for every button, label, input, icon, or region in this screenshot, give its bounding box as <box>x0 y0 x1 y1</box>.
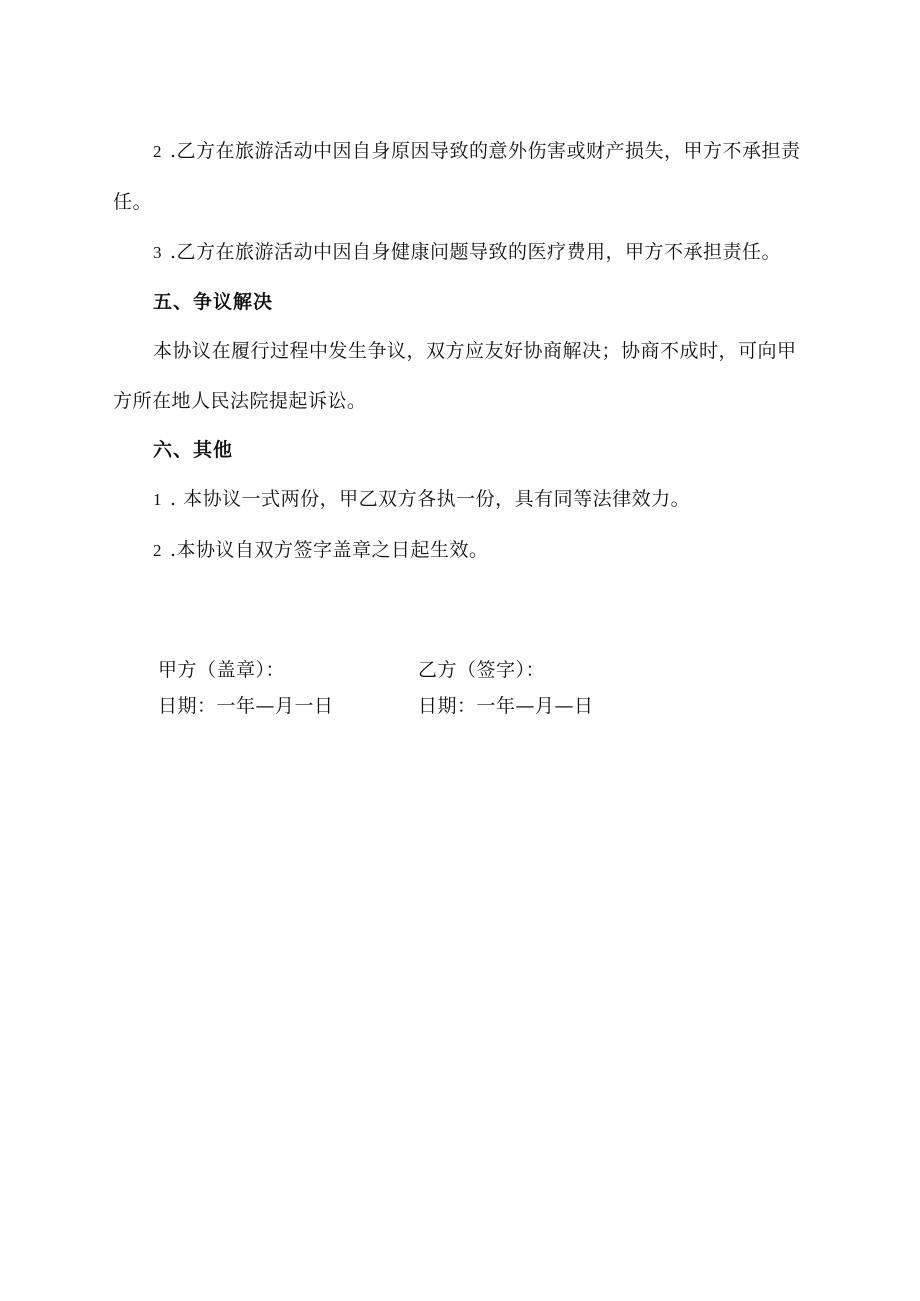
item-text: .本协议自双方签字盖章之日起生效。 <box>170 539 489 561</box>
other-item-1 <box>113 474 813 525</box>
clause-2 <box>113 126 813 227</box>
clause-number: 3 <box>153 243 162 262</box>
section-heading-dispute: 五、争议解决 <box>153 291 274 313</box>
item-number: 1 <box>153 490 162 509</box>
dispute-resolution-text: 本协议在履行过程中发生争议，双方应友好协商解决；协商不成时，可向甲方所在地人民法院提起诉讼。 <box>113 340 797 412</box>
signature-date-row <box>158 688 718 724</box>
signature-label-row <box>158 652 718 688</box>
other-item-2 <box>113 525 813 576</box>
signature-block <box>158 652 718 724</box>
party-a-seal-label: 甲方（盖章）： <box>158 659 286 681</box>
party-b-sign-label: 乙方（签字）： <box>418 659 546 681</box>
clause-number: 2 <box>153 142 162 161</box>
clause-text: .乙方在旅游活动中因自身原因导致的意外伤害或财产损失，甲方不承担责任。 <box>113 140 801 213</box>
section-heading-other: 六、其他 <box>153 439 234 461</box>
party-a-date: 日期：一年—月一日 <box>158 695 334 717</box>
clause-text: .乙方在旅游活动中因自身健康问题导致的医疗费用，甲方不承担责任。 <box>170 241 782 263</box>
item-number: 2 <box>153 541 162 560</box>
item-text: . 本协议一式两份，甲乙双方各执一份，具有同等法律效力。 <box>170 488 691 510</box>
document-body <box>113 126 813 576</box>
clause-3 <box>113 227 813 278</box>
party-b-date: 日期：一年—月—日 <box>418 695 594 717</box>
